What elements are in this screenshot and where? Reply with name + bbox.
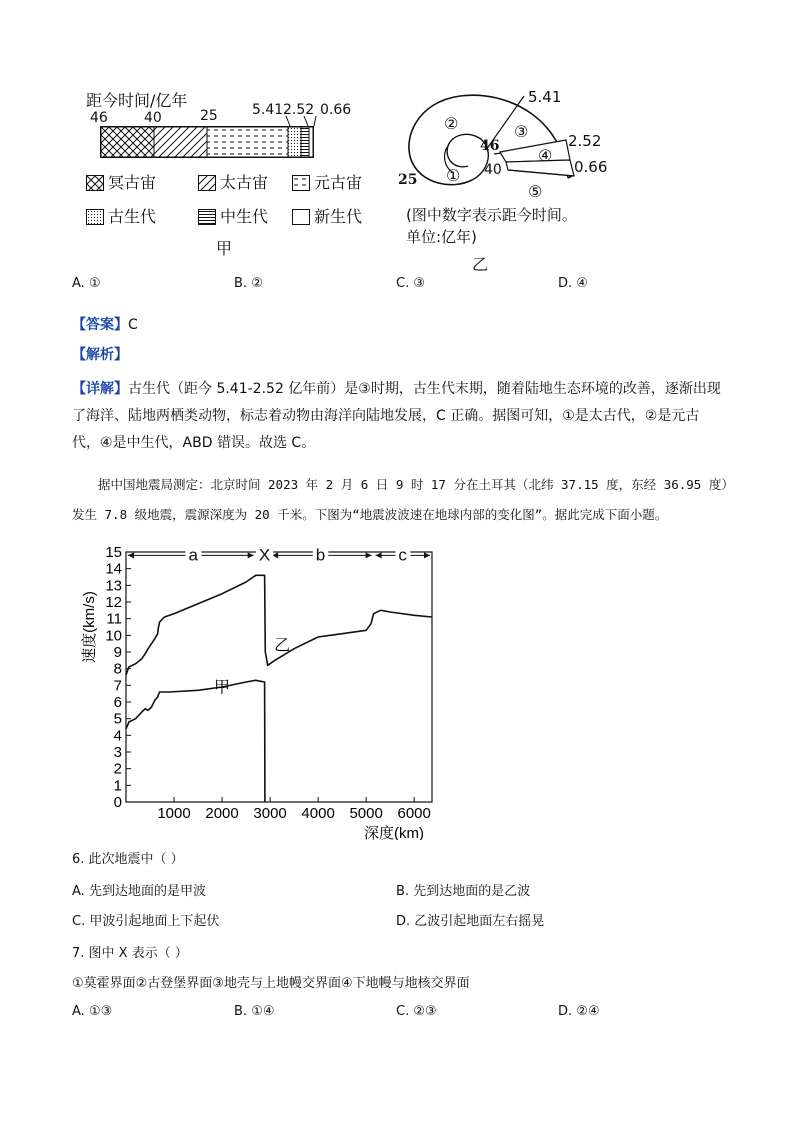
q6-option-a[interactable]: A. 先到达地面的是甲波 xyxy=(72,884,206,899)
y-tick-label: 7 xyxy=(113,677,122,695)
tick-25: 25 xyxy=(200,108,218,124)
crosshatch-swatch-icon xyxy=(86,175,104,191)
figure-note-line2: 单位:亿年) xyxy=(406,228,477,246)
region-label-c: c xyxy=(398,545,407,565)
legend-item-proterozoic xyxy=(292,170,362,193)
detail-tag: 【详解】 xyxy=(72,381,128,397)
y-tick-label: 2 xyxy=(113,760,122,778)
answer-tag: 【答案】 xyxy=(72,317,128,333)
spiral-number-25: 25 xyxy=(398,172,418,188)
x-tick-label: 3000 xyxy=(253,805,287,822)
spiral-number-2-52: 2.52 xyxy=(568,132,602,150)
figure-caption-jia: 甲 xyxy=(216,239,233,258)
hlines-swatch-icon xyxy=(198,209,216,225)
series-label-yi: 乙 xyxy=(274,635,291,655)
y-tick-label: 14 xyxy=(105,560,122,578)
circle-label-4: ④ xyxy=(538,146,553,165)
q7-option-a[interactable]: A. ①③ xyxy=(72,1004,113,1019)
tick-5-41: 5.41 xyxy=(252,102,284,118)
region-a-arrow-head-left xyxy=(128,552,134,558)
series-label-jia: 甲 xyxy=(214,677,231,697)
passage xyxy=(72,470,732,530)
q7-option-d[interactable]: D. ②④ xyxy=(558,1004,600,1019)
spiral-number-40: 40 xyxy=(484,162,502,178)
region-b-arrow-head-right xyxy=(366,552,372,558)
legend-label: 冥古宙 xyxy=(108,173,157,192)
dots-swatch-icon xyxy=(86,209,104,225)
region-label-b: b xyxy=(315,545,326,565)
tick-0-66: 0.66 xyxy=(320,102,352,118)
circle-label-3: ③ xyxy=(514,122,529,141)
x-axis-label: 深度(km) xyxy=(364,825,424,840)
analysis-line xyxy=(72,342,128,369)
seismic-velocity-chart xyxy=(80,540,450,840)
blank-swatch-icon xyxy=(292,209,310,225)
answer-line xyxy=(72,312,138,339)
q5-option-d[interactable]: D. ④ xyxy=(558,276,588,291)
circle-label-2: ② xyxy=(444,114,459,133)
x-tick-label: 1000 xyxy=(157,805,191,822)
figure-note-line1: (图中数字表示距今时间。 xyxy=(406,206,577,224)
dashes-swatch-icon xyxy=(292,175,310,191)
legend-label: 太古宙 xyxy=(220,173,269,192)
figure-yi xyxy=(390,80,650,274)
analysis-tag: 【解析】 xyxy=(72,347,128,363)
y-tick-label: 5 xyxy=(113,710,122,728)
region-c-arrow-head-left xyxy=(376,552,382,558)
legend-item-mesozoic xyxy=(198,204,268,227)
diagonal-swatch-icon xyxy=(198,175,216,191)
tick-40: 40 xyxy=(144,110,162,126)
circle-label-5: ⑤ xyxy=(528,182,543,201)
plot-frame xyxy=(126,552,432,802)
figure-jia xyxy=(0,0,400,260)
y-tick-label: 9 xyxy=(113,644,122,661)
y-tick-label: 4 xyxy=(113,727,122,745)
series-line-jia xyxy=(126,680,265,802)
y-tick-label: 10 xyxy=(105,627,122,645)
passage-line2: 发生 7.8 级地震，震源深度为 20 千米。下图为“地震波波速在地球内部的变化图”。据此完成下面小题。 xyxy=(72,507,668,522)
y-tick-label: 12 xyxy=(105,594,122,611)
legend-label: 古生代 xyxy=(108,207,157,226)
spiral-number-0-66: 0.66 xyxy=(574,158,608,176)
q6-option-d[interactable]: D. 乙波引起地面左右摇晃 xyxy=(396,914,545,929)
y-tick-label: 15 xyxy=(105,544,122,561)
axis-title: 距今时间/亿年 xyxy=(86,91,188,110)
legend-item-paleozoic xyxy=(86,204,156,227)
q6-stem: 6. 此次地震中（ ） xyxy=(72,852,184,867)
y-axis-label: 速度(km/s) xyxy=(81,591,98,663)
tick-46: 46 xyxy=(90,110,108,126)
y-tick-label: 13 xyxy=(105,577,122,595)
passage-line1: 据中国地震局测定：北京时间 2023 年 2 月 6 日 9 时 17 分在土耳其（北纬 37.15 度，东经 36.95 度） xyxy=(98,477,734,492)
detail-line2: 了海洋、陆地两栖类动物，标志着动物由海洋向陆地发展，C 正确。据图可知，①是太古代，②是元古 xyxy=(72,408,700,424)
region-a-arrow-head-right xyxy=(248,552,254,558)
legend-item-archean xyxy=(198,170,268,193)
region-label-a: a xyxy=(188,545,198,565)
y-tick-label: 1 xyxy=(113,777,122,795)
x-tick-label: 6000 xyxy=(397,805,431,822)
detail-line1: 古生代（距今 5.41-2.52 亿年前）是③时期，古生代末期，随着陆地生态环境的改善，逐渐出现 xyxy=(128,381,721,397)
x-tick-label: 4000 xyxy=(301,805,335,822)
spiral-number-5-41: 5.41 xyxy=(528,88,562,106)
circle-label-1: ① xyxy=(446,166,461,185)
q6-option-b[interactable]: B. 先到达地面的是乙波 xyxy=(396,884,531,899)
spiral-number-46: 46 xyxy=(480,138,500,154)
q7-stem: 7. 图中 X 表示（ ） xyxy=(72,946,188,961)
y-tick-label: 8 xyxy=(113,660,122,678)
timeline-bar xyxy=(100,126,314,158)
q6-option-c[interactable]: C. 甲波引起地面上下起伏 xyxy=(72,914,220,929)
q7-option-b[interactable]: B. ①④ xyxy=(234,1004,275,1019)
y-tick-label: 11 xyxy=(106,610,122,628)
legend-label: 新生代 xyxy=(314,207,363,226)
legend-item-cenozoic xyxy=(292,204,362,227)
x-tick-label: 2000 xyxy=(205,805,239,822)
region-c-arrow-head-right xyxy=(424,552,430,558)
region-label-x: X xyxy=(258,545,271,565)
q5-option-c[interactable]: C. ③ xyxy=(396,276,426,291)
q5-option-a[interactable]: A. ① xyxy=(72,276,101,291)
tick-2-52: 2.52 xyxy=(283,102,315,118)
y-tick-label: 6 xyxy=(113,694,122,711)
legend-item-hadean xyxy=(86,170,156,193)
figure-caption-yi: 乙 xyxy=(472,255,489,274)
legend-label: 中生代 xyxy=(220,207,269,226)
detail-block xyxy=(72,376,732,457)
q7-option-c[interactable]: C. ②③ xyxy=(396,1004,437,1019)
answer-value: C xyxy=(128,317,138,333)
y-tick-label: 0 xyxy=(113,794,122,811)
q5-options xyxy=(72,276,732,296)
q7-options xyxy=(72,1004,732,1024)
y-tick-label: 3 xyxy=(113,744,122,761)
q5-option-b[interactable]: B. ② xyxy=(234,276,263,291)
x-tick-label: 5000 xyxy=(349,805,383,822)
series-line-yi xyxy=(126,575,432,675)
detail-line3: 代，④是中生代，ABD 错误。故选 C。 xyxy=(72,435,316,451)
legend-label: 元古宙 xyxy=(314,173,363,192)
q7-items: ①莫霍界面②古登堡界面③地壳与上地幔交界面④下地幔与地核交界面 xyxy=(72,976,470,991)
